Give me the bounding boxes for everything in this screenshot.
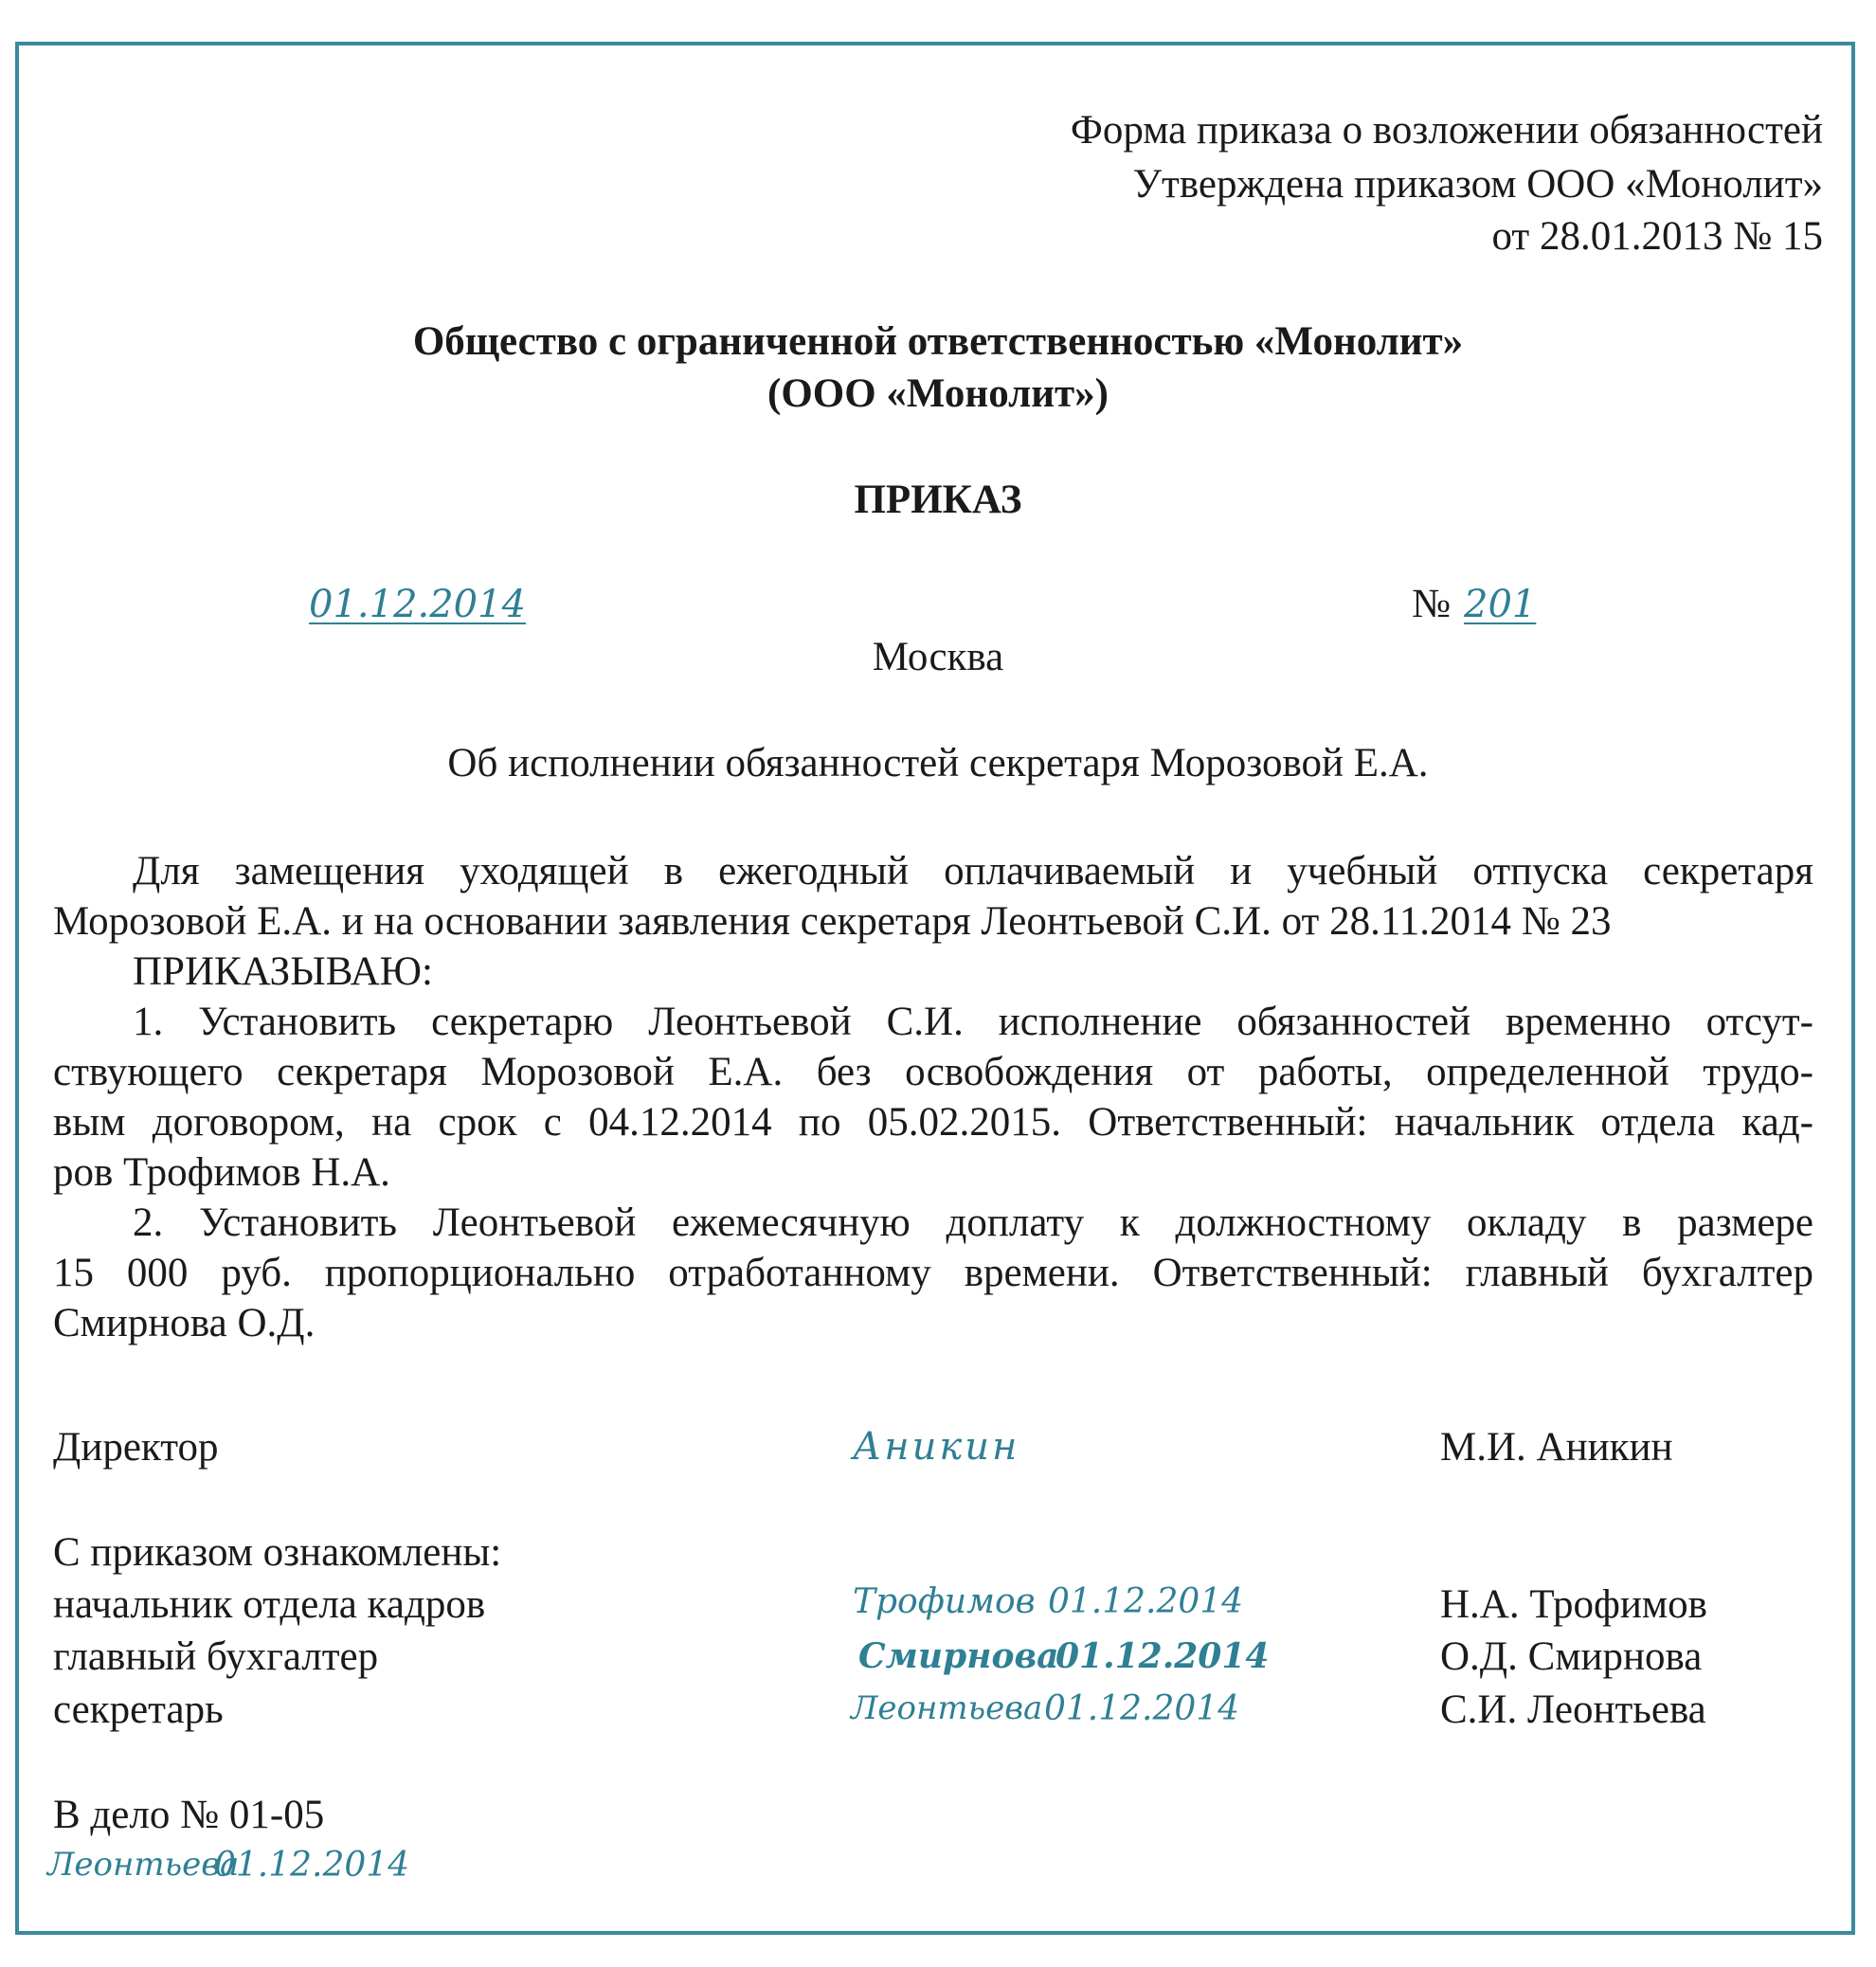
ack-name: О.Д. Смирнова — [1440, 1634, 1703, 1679]
signer-position: Директор — [53, 1425, 219, 1470]
order-body — [53, 846, 1813, 1348]
director-signature: Аникин — [853, 1425, 1020, 1469]
approval-date: от 28.01.2013 № 15 — [1491, 214, 1823, 259]
form-title: Форма приказа о возложении обязанностей — [1070, 108, 1823, 153]
item-1-line: вым договором, на срок с 04.12.2014 по 05.02.2015. Ответственный: начальник отдела кад- — [53, 1100, 1813, 1145]
order-city: Москва — [872, 635, 1004, 679]
ack-name: С.И. Леонтьева — [1440, 1687, 1706, 1732]
signer-name: М.И. Аникин — [1440, 1425, 1673, 1470]
filing-date: 01.12.2014 — [214, 1846, 410, 1885]
ack-signature: Смирнова — [858, 1636, 1059, 1676]
order-word: ПРИКАЗЫВАЮ: — [133, 949, 433, 994]
approval-line: Утверждена приказом ООО «Монолит» — [1132, 162, 1823, 207]
ack-date: 01.12.2014 — [1044, 1689, 1240, 1728]
ack-date: 01.12.2014 — [1048, 1582, 1244, 1621]
acknowledgement-title: С приказом ознакомлены: — [53, 1530, 502, 1575]
filing-label: В дело № 01-05 — [53, 1793, 325, 1837]
organization-short-name: (ООО «Монолит») — [767, 371, 1109, 416]
item-2-line: 2. Установить Леонтьевой ежемесячную доплату к должностному окладу в размере — [133, 1200, 1813, 1245]
ack-position: начальник отдела кадров — [53, 1582, 486, 1627]
organization-full-name: Общество с ограниченной ответственностью «Монолит» — [412, 319, 1464, 364]
order-number: 201 — [1464, 583, 1537, 626]
ack-position: секретарь — [53, 1687, 224, 1732]
ack-signature: Трофимов — [853, 1582, 1036, 1621]
order-date: 01.12.2014 — [309, 583, 527, 626]
item-2-line: Смирнова О.Д. — [53, 1301, 316, 1345]
item-1-line: ствующего секретаря Морозовой Е.А. без освобождения от работы, определенной трудо- — [53, 1050, 1813, 1094]
order-number-label: № — [1412, 582, 1452, 626]
order-subject: Об исполнении обязанностей секретаря Морозовой Е.А. — [447, 741, 1429, 785]
item-1-line: ров Трофимов Н.А. — [53, 1150, 390, 1195]
ack-name: Н.А. Трофимов — [1440, 1582, 1707, 1627]
item-1-line: 1. Установить секретарю Леонтьевой С.И. исполнение обязанностей временно отсут- — [133, 1000, 1813, 1044]
document-type: ПРИКАЗ — [854, 478, 1022, 522]
filing-signature: Леонтьева — [47, 1846, 240, 1884]
intro-line: Морозовой Е.А. и на основании заявления секретаря Леонтьевой С.И. от 28.11.2014 № 23 — [53, 899, 1612, 944]
ack-signature: Леонтьева — [851, 1689, 1043, 1727]
ack-date: 01.12.2014 — [1055, 1636, 1270, 1676]
item-2-line: 15 000 руб. пропорционально отработанному времени. Ответственный: главный бухгалтер — [53, 1251, 1813, 1295]
ack-position: главный бухгалтер — [53, 1634, 379, 1679]
intro-line: Для замещения уходящей в ежегодный оплачиваемый и учебный отпуска секретаря — [133, 849, 1813, 893]
